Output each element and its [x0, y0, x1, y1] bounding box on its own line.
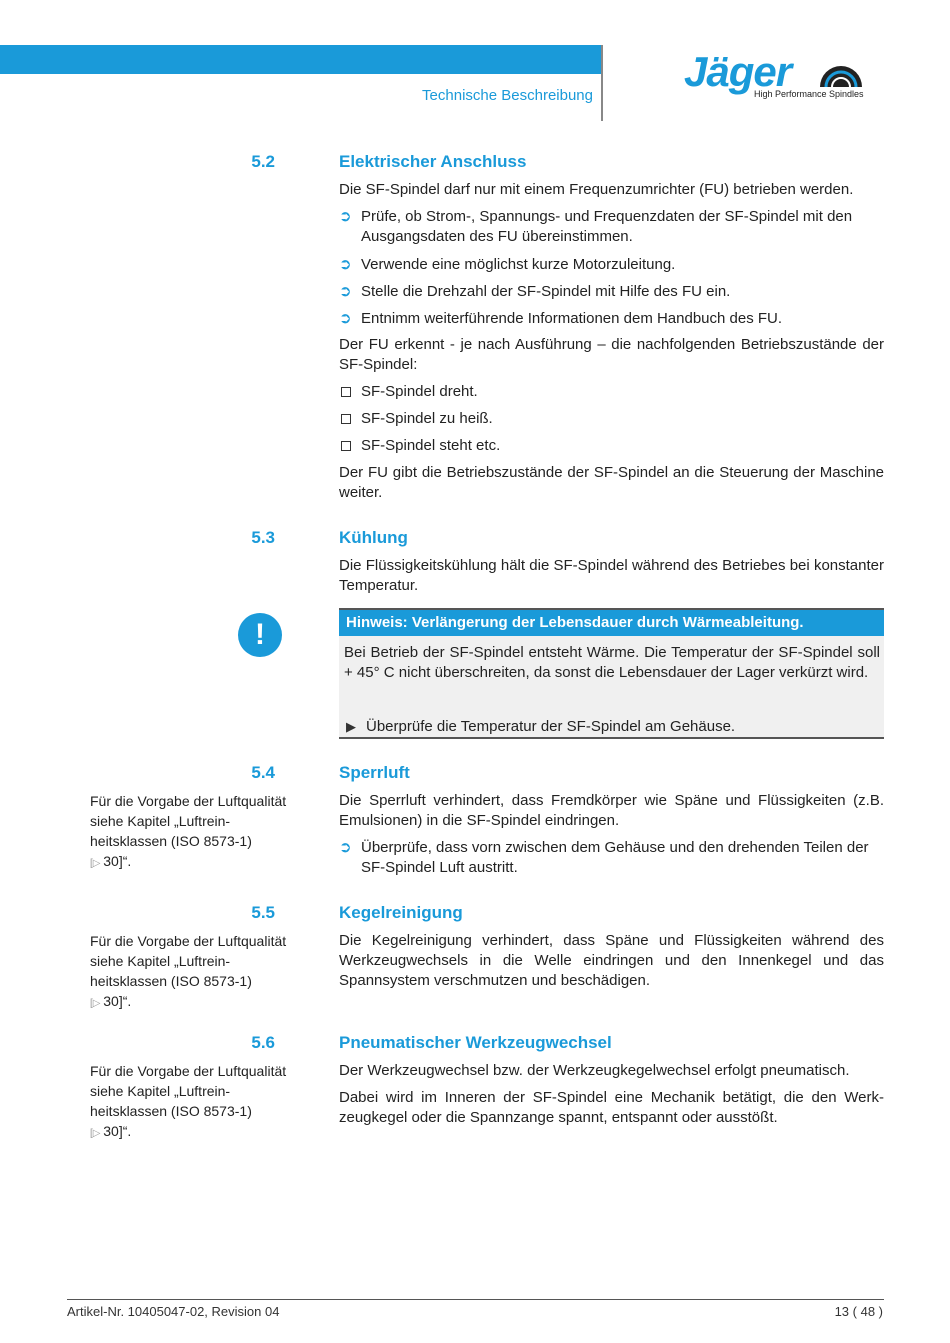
- reference-arrow-icon: [▷: [90, 858, 104, 869]
- checkbox-icon: [341, 414, 351, 424]
- footer-article-number: Artikel-Nr. 10405047-02, Revision 04: [67, 1304, 280, 1319]
- notice-action: ▶ Überprüfe die Temperatur der SF-Spindel am Gehäuse.: [346, 718, 736, 735]
- section-title-5-5: Kegelreinigung: [339, 903, 463, 922]
- section-number-5-5: 5.5: [251, 903, 275, 922]
- section-title-5-4: Sperrluft: [339, 763, 410, 782]
- logo-text: Jäger: [684, 48, 792, 95]
- arrow-right-icon: ➲: [339, 283, 352, 300]
- checkbox-icon: [341, 387, 351, 397]
- header-divider: [601, 45, 603, 121]
- reference-arrow-icon: [▷: [90, 1128, 104, 1139]
- list-item: ➲ Überprüfe, dass vorn zwischen dem Gehäuse und den drehenden Teilen der SF-Spindel Luft austritt.: [339, 839, 869, 876]
- list-item: ➲ Entnimm weiterführende Informationen dem Handbuch des FU.: [339, 310, 783, 327]
- paragraph: Der FU gibt die Betriebszustände der SF-Spindel an die Steuerung der Maschine weiter.: [339, 464, 884, 501]
- paragraph: Die Sperrluft verhindert, dass Fremdkörper wie Späne und Flüssigkeiten (z.B. Emulsionen) in die SF-Spindel eindringen.: [339, 792, 884, 829]
- notice-box: [339, 608, 884, 739]
- list-item: SF-Spindel steht etc.: [339, 436, 884, 456]
- reference-arrow-icon: [▷: [90, 998, 104, 1009]
- exclamation-icon: !: [238, 613, 282, 657]
- side-note: Für die Vorgabe der Luftqualität siehe Kapitel „Luftreinheitsklassen (ISO 8573-1) [▷ 30]“.: [90, 933, 287, 1009]
- paragraph: Die Kegelreinigung verhindert, dass Späne und Flüssigkeiten während des Werkzeugwechsels in die Welle eindringen und den Innenkegel und das Spannsystem verschmutzen und beschädigen.: [339, 932, 884, 989]
- side-note: Für die Vorgabe der Luftqualität siehe Kapitel „Luftreinheitsklassen (ISO 8573-1) [▷ 30]“.: [90, 1063, 287, 1139]
- section-number-5-3: 5.3: [251, 528, 275, 547]
- list-item: ➲ Verwende eine möglichst kurze Motorzuleitung.: [339, 256, 676, 273]
- list-item: SF-Spindel dreht.: [339, 382, 884, 402]
- triangle-right-icon: ▶: [346, 719, 356, 734]
- notice-title: Hinweis: Verlängerung der Lebensdauer durch Wärmeableitung.: [339, 608, 884, 636]
- section-title-5-6: Pneumatischer Werkzeugwechsel: [339, 1033, 612, 1052]
- list-item: SF-Spindel zu heiß.: [339, 409, 884, 429]
- footer-divider: [67, 1299, 884, 1300]
- paragraph: Die Flüssigkeitskühlung hält die SF-Spindel während des Betriebes bei konstanter Temperatur.: [339, 557, 884, 594]
- list-item: ➲ Prüfe, ob Strom-, Spannungs- und Frequenzdaten der SF-Spindel mit den Ausgangsdaten des FU übereinstimmen.: [339, 208, 853, 245]
- footer-page-number: 13 ( 48 ): [834, 1304, 883, 1319]
- arrow-right-icon: ➲: [339, 839, 352, 856]
- checkbox-icon: [341, 441, 351, 451]
- section-number-5-6: 5.6: [251, 1033, 275, 1052]
- list-item: ➲ Stelle die Drehzahl der SF-Spindel mit Hilfe des FU ein.: [339, 283, 731, 300]
- logo-subtitle: High Performance Spindles: [754, 89, 864, 99]
- logo-dome-icon: [818, 64, 864, 88]
- arrow-right-icon: ➲: [339, 310, 352, 327]
- header-title: Technische Beschreibung: [422, 87, 593, 104]
- paragraph: Der Werkzeugwechsel bzw. der Werkzeugkegelwechsel erfolgt pneumatisch.: [339, 1062, 850, 1079]
- company-logo: [684, 48, 868, 106]
- section-number-5-4: 5.4: [251, 763, 275, 782]
- arrow-right-icon: ➲: [339, 256, 352, 273]
- section-title-5-2: Elektrischer Anschluss: [339, 152, 527, 171]
- section-title-5-3: Kühlung: [339, 528, 408, 547]
- section-number-5-2: 5.2: [251, 152, 275, 171]
- paragraph: Der FU erkennt - je nach Ausführung – die nachfolgenden Betriebszustände der SF-Spindel:: [339, 336, 884, 373]
- paragraph: Die SF-Spindel darf nur mit einem Frequenzumrichter (FU) betrieben werden.: [339, 181, 854, 198]
- notice-body: Bei Betrieb der SF-Spindel entsteht Wärme. Die Temperatur der SF-Spindel soll + 45° C nicht überschreiten, da sonst die Lebensdauer der Lager verkürzt wird.: [344, 644, 880, 681]
- arrow-right-icon: ➲: [339, 208, 352, 225]
- paragraph: Dabei wird im Inneren der SF-Spindel eine Mechanik betätigt, die den Werkzeugkegel oder die Spannzange spannt, entspannt oder ausstößt.: [339, 1089, 884, 1126]
- header-bar: [0, 45, 602, 74]
- side-note: Für die Vorgabe der Luftqualität siehe Kapitel „Luftreinheitsklassen (ISO 8573-1) [▷ 30]“.: [90, 793, 287, 869]
